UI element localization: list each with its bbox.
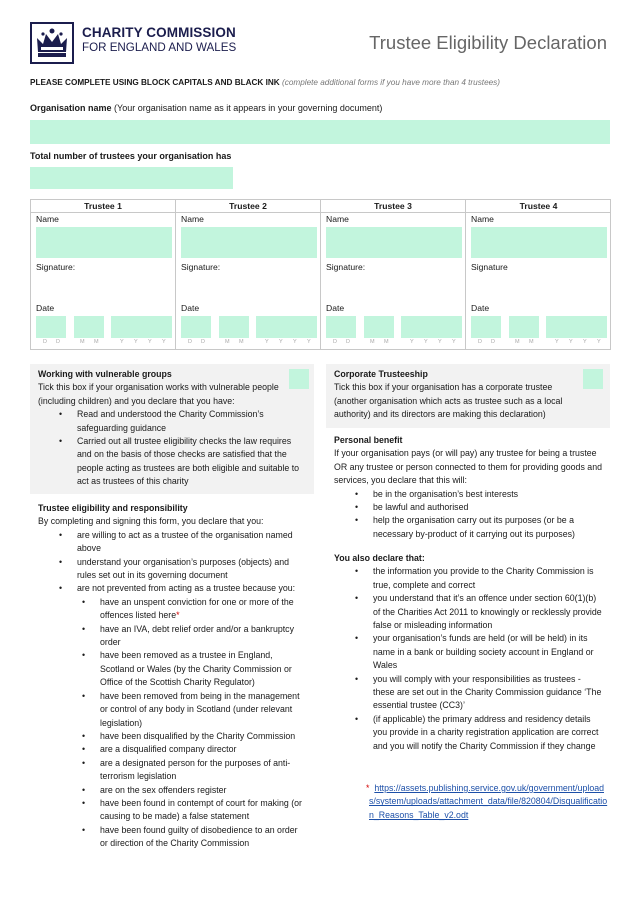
form-title: Trustee Eligibility Declaration (369, 32, 607, 53)
list-item: • understand your organisation’s purposes (objects) and rules set out in its governing document (38, 556, 306, 583)
list-item: • your organisation’s funds are held (or will be held) in its name in a bank or building society account in England or Wales (334, 632, 602, 672)
date-day-field[interactable] (326, 316, 356, 338)
disqualification-reasons-link[interactable]: https://assets.publishing.service.gov.uk/government/uploads/system/uploads/attachment_data/file/820804/Disqualification_Reasons_Table_v2.odt (369, 783, 608, 820)
date-year-field[interactable] (546, 316, 607, 338)
date-hint-d: D (333, 339, 337, 345)
vulnerable-groups-section (30, 364, 314, 494)
trustee-heading: Trustee 4 (466, 200, 611, 213)
date-hint-d: D (43, 339, 47, 345)
signature-label: Signature: (181, 262, 221, 272)
date-hint-d: D (188, 339, 192, 345)
date-hint-y: Y (279, 339, 283, 345)
list-item: • are on the sex offenders register (38, 784, 306, 797)
instructions (30, 78, 500, 87)
date-hint-y: Y (410, 339, 414, 345)
list-item (38, 596, 306, 623)
trustee-table (30, 199, 611, 350)
date-month-field[interactable] (74, 316, 104, 338)
trustee-name-field[interactable] (471, 227, 607, 258)
name-label: Name (181, 214, 204, 224)
trustee-column (321, 200, 466, 349)
date-hint-y: Y (148, 339, 152, 345)
trustee-column (176, 200, 321, 349)
signature-label: Signature (471, 262, 508, 272)
date-hint-y: Y (424, 339, 428, 345)
org-name-line2: FOR ENGLAND AND WALES (82, 41, 237, 54)
date-hint-y: Y (452, 339, 456, 345)
crown-crest-icon (30, 22, 74, 64)
list-item: • have been removed from being in the management or control of any body in Scotland (under relevant legislation) (38, 690, 306, 730)
organisation-label-hint: (Your organisation name as it appears in your governing document) (114, 103, 383, 113)
list-item: • have been disqualified by the Charity Commission (38, 730, 306, 743)
vulnerable-groups-checkbox[interactable] (289, 369, 309, 389)
date-month-field[interactable] (219, 316, 249, 338)
date-day-field[interactable] (36, 316, 66, 338)
date-hint-y: Y (438, 339, 442, 345)
trustee-heading: Trustee 2 (176, 200, 320, 213)
corporate-trusteeship-section (326, 364, 610, 428)
also-list (334, 565, 602, 753)
list-item: • (if applicable) the primary address and residency details you provide in a charity registration application are correct and you will notify the Charity Commission if they change (334, 713, 602, 753)
date-hint-m: M (370, 339, 375, 345)
date-year-field[interactable] (401, 316, 462, 338)
list-item: • have been removed as a trustee in England, Scotland or Wales (by the Charity Commission or Office of the Scottish Charity Regulator) (38, 649, 306, 689)
trustee-column (31, 200, 176, 349)
date-label: Date (326, 303, 345, 313)
total-trustees-label: Total number of trustees your organisation has (30, 151, 232, 161)
list-item: • are willing to act as a trustee of the organisation named above (38, 529, 306, 556)
date-hint-y: Y (597, 339, 601, 345)
date-hint-y: Y (134, 339, 138, 345)
list-item: • have an IVA, debt relief order and/or a bankruptcy order (38, 623, 306, 650)
list-item: • Carried out all trustee eligibility checks the law requires and on the basis of those checks are satisfied that the people acting as trustees are both eligible and suitable to act as trustees of this charity (38, 435, 306, 489)
date-year-field[interactable] (256, 316, 317, 338)
date-month-field[interactable] (364, 316, 394, 338)
benefit-text: If your organisation pays (or will pay) any trustee for being a trustee OR any trustee or person connected to them for providing goods and services, you declare that this will: (334, 448, 602, 486)
also-declare-section (326, 552, 610, 753)
date-hint-d: D (478, 339, 482, 345)
date-hint-y: Y (162, 339, 166, 345)
date-hint-y: Y (265, 339, 269, 345)
corporate-title: Corporate Trusteeship (334, 369, 428, 379)
name-label: Name (471, 214, 494, 224)
date-hint-m: M (515, 339, 520, 345)
date-hint-m: M (94, 339, 99, 345)
instructions-note: (complete additional forms if you have more than 4 trustees) (282, 78, 500, 87)
list-item: • the information you provide to the Charity Commission is true, complete and correct (334, 565, 602, 592)
date-hint-y: Y (293, 339, 297, 345)
trustee-column (466, 200, 611, 349)
date-month-field[interactable] (509, 316, 539, 338)
list-item: • are a designated person for the purposes of anti-terrorism legislation (38, 757, 306, 784)
eligibility-intro: By completing and signing this form, you declare that you: (38, 516, 264, 527)
list-item: • are not prevented from acting as a trustee because you: (38, 582, 306, 595)
list-item: • help the organisation carry out its purposes (or be a necessary by-product of it carrying out its purposes) (334, 514, 602, 541)
date-hint-m: M (239, 339, 244, 345)
eligibility-list (38, 529, 306, 596)
list-item: • have been found in contempt of court for making (or causing to be made) a false statement (38, 797, 306, 824)
footnote (334, 782, 610, 822)
name-label: Name (326, 214, 349, 224)
footnote-asterisk: * (366, 783, 370, 793)
list-item: • are a disqualified company director (38, 743, 306, 756)
date-hint-d: D (491, 339, 495, 345)
list-item: • have been found guilty of disobedience to an order or direction of the Charity Commission (38, 824, 306, 851)
org-name-line1: CHARITY COMMISSION (82, 25, 236, 40)
trustee-heading: Trustee 3 (321, 200, 465, 213)
date-label: Date (181, 303, 200, 313)
vulnerable-text: Tick this box if your organisation works with vulnerable people (including children) and you declare that you have: (38, 382, 279, 406)
vulnerable-list (38, 408, 306, 488)
date-hint-y: Y (569, 339, 573, 345)
date-hint-m: M (529, 339, 534, 345)
signature-label: Signature: (326, 262, 366, 272)
corporate-trustee-checkbox[interactable] (583, 369, 603, 389)
benefit-list (334, 488, 602, 542)
list-item: • be in the organisation’s best interests (334, 488, 602, 501)
date-hint-y: Y (583, 339, 587, 345)
date-year-field[interactable] (111, 316, 172, 338)
organisation-label-text: Organisation name (30, 103, 112, 113)
date-hint-m: M (225, 339, 230, 345)
date-label: Date (471, 303, 490, 313)
benefit-title: Personal benefit (334, 435, 403, 445)
date-label: Date (36, 303, 55, 313)
eligibility-section (30, 502, 314, 851)
date-hint-m: M (80, 339, 85, 345)
list-item-text: have an unspent conviction for one or more of the offences listed here (100, 596, 294, 621)
date-hint-y: Y (555, 339, 559, 345)
personal-benefit-section (326, 434, 610, 541)
list-item: • be lawful and authorised (334, 501, 602, 514)
list-item: • you understand that it’s an offence under section 60(1)(b) of the Charities Act 2011 to knowingly or recklessly provide false or misleading information (334, 592, 602, 632)
instructions-main: PLEASE COMPLETE USING BLOCK CAPITALS AND BLACK INK (30, 78, 280, 87)
vulnerable-title: Working with vulnerable groups (38, 369, 172, 379)
also-title: You also declare that: (334, 553, 425, 563)
footnote-asterisk: * (176, 610, 180, 621)
disqualification-list (38, 596, 306, 851)
trustee-name-field[interactable] (326, 227, 462, 258)
corporate-text: Tick this box if your organisation has a corporate trustee (another organisation which acts as trustee such as a local authority) and its directors are making this declaration) (334, 382, 563, 420)
date-day-field[interactable] (181, 316, 211, 338)
trustee-heading: Trustee 1 (31, 200, 175, 213)
signature-label: Signature: (36, 262, 76, 272)
trustee-name-field[interactable] (36, 227, 172, 258)
date-hint-m: M (384, 339, 389, 345)
charity-commission-logo (30, 22, 237, 64)
list-item: • you will comply with your responsibilities as trustees - these are set out in the Charity Commission guidance ‘The essential trustee (CC3)’ (334, 673, 602, 713)
list-item: • Read and understood the Charity Commission’s safeguarding guidance (38, 408, 306, 435)
date-hint-y: Y (307, 339, 311, 345)
total-trustees-field[interactable] (30, 167, 233, 189)
name-label: Name (36, 214, 59, 224)
date-hint-d: D (56, 339, 60, 345)
trustee-name-field[interactable] (181, 227, 317, 258)
date-day-field[interactable] (471, 316, 501, 338)
date-hint-d: D (346, 339, 350, 345)
date-hint-y: Y (120, 339, 124, 345)
organisation-name-label (30, 103, 382, 113)
eligibility-title: Trustee eligibility and responsibility (38, 503, 188, 513)
date-hint-d: D (201, 339, 205, 345)
organisation-name-field[interactable] (30, 120, 610, 144)
